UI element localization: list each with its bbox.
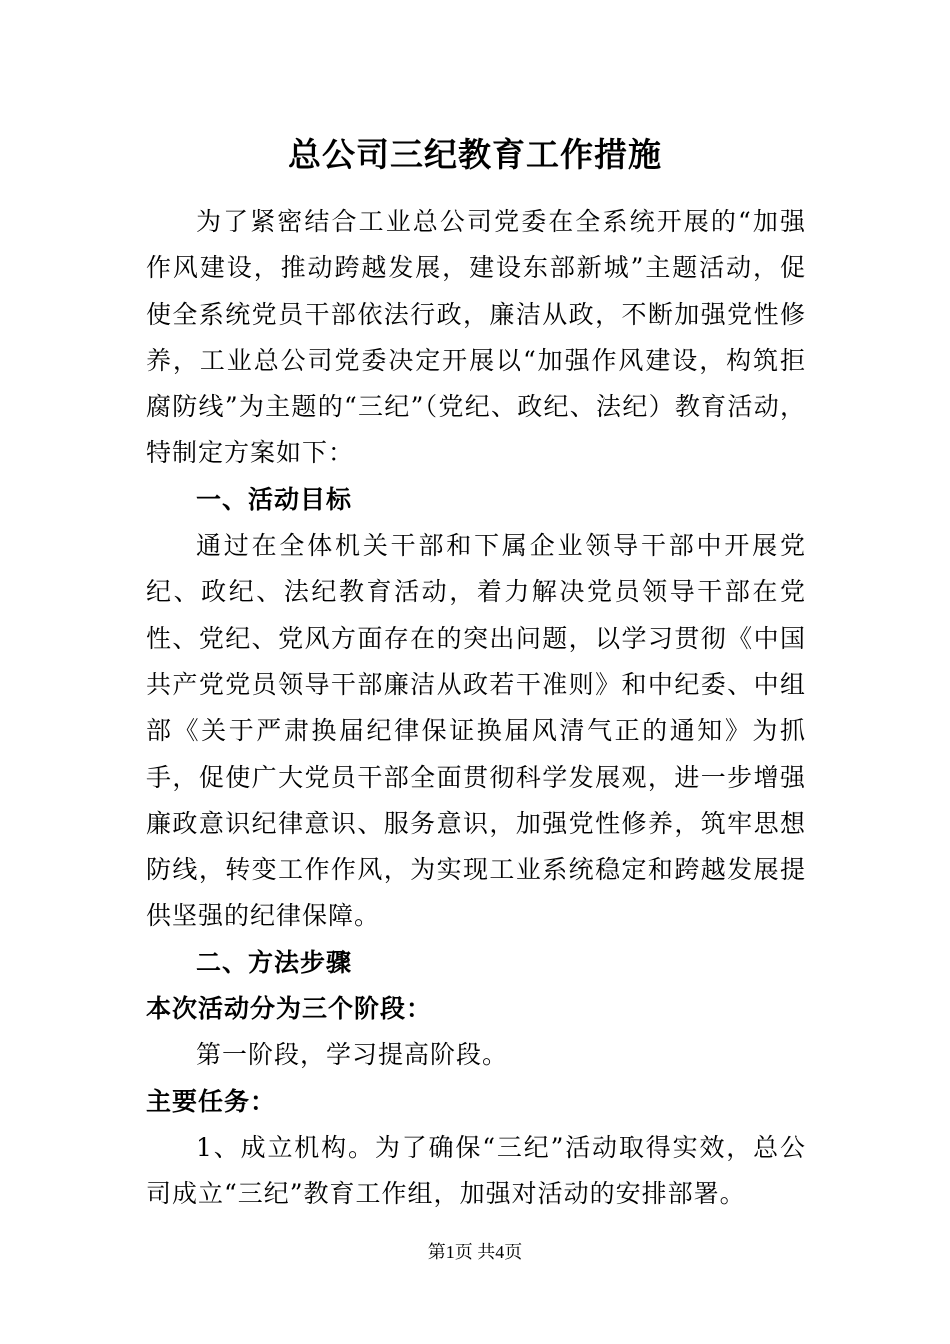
task-one-paragraph: 1、成立机构。为了确保“三纪”活动取得实效，总公司成立“三纪”教育工作组，加强对活动的安排部署。 [146,1132,806,1209]
stages-label: 本次活动分为三个阶段： [146,994,433,1024]
section-heading-goals: 一、活动目标 [196,484,353,514]
goals-paragraph: 通过在全体机关干部和下属企业领导干部中开展党纪、政纪、法纪教育活动，着力解决党员领导干部在党性、党纪、党风方面存在的突出问题，以学习贯彻《中国共产党党员领导干部廉洁从政若干准则》和中纪委、中组部《关于严肃换届纪律保证换届风清气正的通知》为抓手，促使广大党员干部全面贯彻科学发展观，进一步增强廉政意识纪律意识、服务意识，加强党性修养，筑牢思想防线，转变工作作风，为实现工业系统稳定和跨越发展提供坚强的纪律保障。 [146,531,806,931]
section-heading-steps: 二、方法步骤 [196,947,353,977]
stage-one-paragraph: 第一阶段，学习提高阶段。 [196,1040,509,1070]
main-tasks-label: 主要任务： [146,1086,277,1116]
page-footer: 第1页 共4页 [427,1242,523,1262]
intro-paragraph: 为了紧密结合工业总公司党委在全系统开展的“加强作风建设，推动跨越发展，建设东部新城”主题活动，促使全系统党员干部依法行政，廉洁从政，不断加强党性修养，工业总公司党委决定开展以“加强作风建设，构筑拒腐防线”为主题的“三纪”（党纪、政纪、法纪）教育活动，特制定方案如下： [146,207,806,468]
document-body [146,199,806,1218]
document-title: 总公司三纪教育工作措施 [288,135,662,174]
